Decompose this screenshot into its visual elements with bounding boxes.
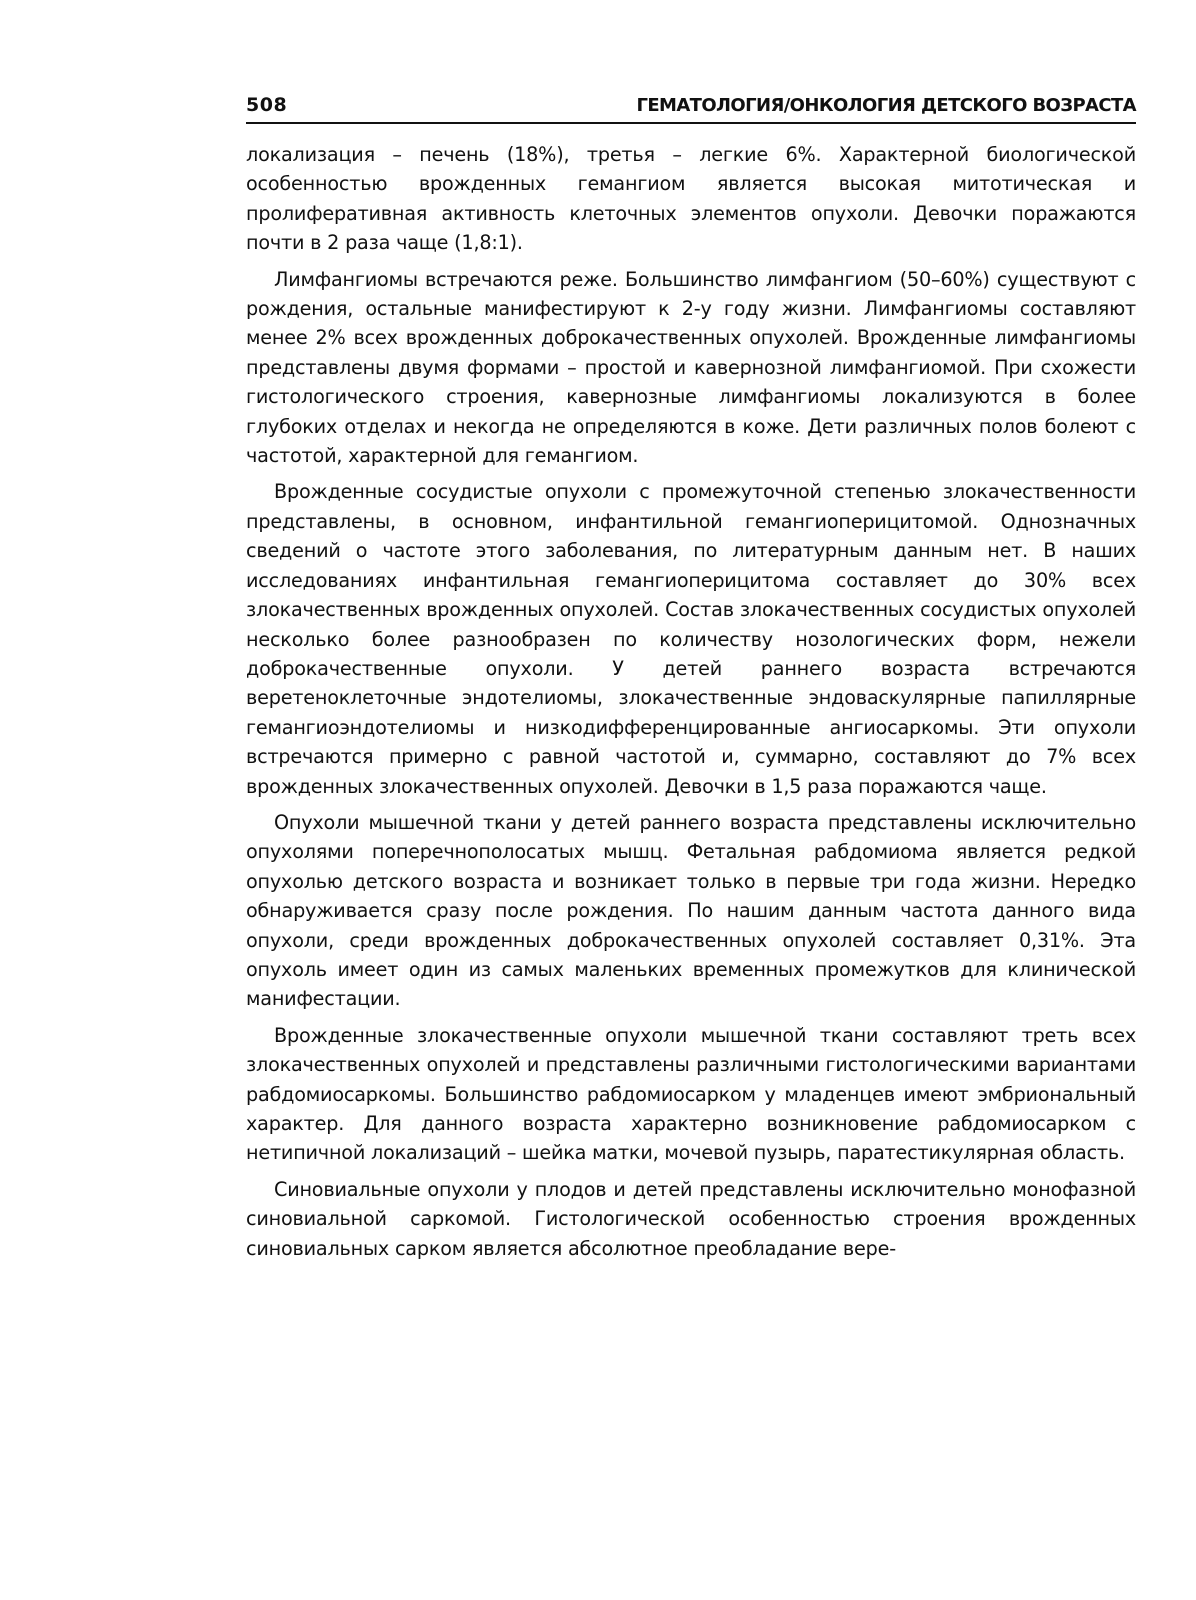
body-text — [246, 140, 1136, 1263]
running-title: ГЕМАТОЛОГИЯ/ОНКОЛОГИЯ ДЕТСКОГО ВОЗРАСТА — [636, 95, 1136, 116]
paragraph: Врожденные злокачественные опухоли мышечной ткани составляют треть всех злокачественных опухолей и представлены различными гистологическими вариантами рабдомиосаркомы. Большинство рабдомиосарком у младенцев имеют эмбриональный характер. Для данного возраста характерно возникновение рабдомиосарком с нетипичной локализаций – шейка матки, мочевой пузырь, паратестикулярная область. — [246, 1023, 1136, 1165]
page-header — [246, 84, 1136, 124]
paragraph: Синовиальные опухоли у плодов и детей представлены исключительно монофазной синовиальной саркомой. Гистологической особенностью строения врожденных синовиальных сарком является абсолютное преобладание вере- — [246, 1177, 1136, 1260]
paragraph: Врожденные сосудистые опухоли с промежуточной степенью злокачественности представлены, в основном, инфантильной гемангиоперицитомой. Однозначных сведений о частоте этого заболевания, по литературным данным нет. В наших исследованиях инфантильная гемангиоперицитома составляет до 30% всех злокачественных врожденных опухолей. Состав злокачественных сосудистых опухолей несколько более разнообразен по количеству нозологических форм, нежели доброкачественные опухоли. У детей раннего возраста встречаются веретеноклеточные эндотелиомы, злокачественные эндоваскулярные папиллярные гемангиоэндотелиомы и низкодифференцированные ангиосаркомы. Эти опухоли встречаются примерно с равной частотой и, суммарно, составляют до 7% всех врожденных злокачественных опухолей. Девочки в 1,5 раза поражаются чаще. — [246, 480, 1136, 798]
page-number: 508 — [246, 94, 288, 116]
book-page — [246, 84, 1136, 1270]
paragraph: Лимфангиомы встречаются реже. Большинство лимфангиом (50–60%) существуют с рождения, остальные манифестируют к 2-у году жизни. Лимфангиомы составляют менее 2% всех врожденных доброкачественных опухолей. Врожденные лимфангиомы представлены двумя формами – простой и кавернозной лимфангиомой. При схожести гистологического строения, кавернозные лимфангиомы локализуются в более глубоких отделах и некогда не определяются в коже. Дети различных полов болеют с частотой, характерной для гемангиом. — [246, 267, 1136, 468]
paragraph: Опухоли мышечной ткани у детей раннего возраста представлены исключительно опухолями поперечнополосатых мышц. Фетальная рабдомиома является редкой опухолью детского возраста и возникает только в первые три года жизни. Нередко обнаруживается сразу после рождения. По нашим данным частота данного вида опухоли, среди врожденных доброкачественных опухолей составляет 0,31%. Эта опухоль имеет один из самых маленьких временных промежутков для клинической манифестации. — [246, 810, 1136, 1011]
paragraph: локализация – печень (18%), третья – легкие 6%. Характерной биологической особенностью врожденных гемангиом является высокая митотическая и пролиферативная активность клеточных элементов опухоли. Девочки поражаются почти в 2 раза чаще (1,8:1). — [246, 143, 1136, 255]
